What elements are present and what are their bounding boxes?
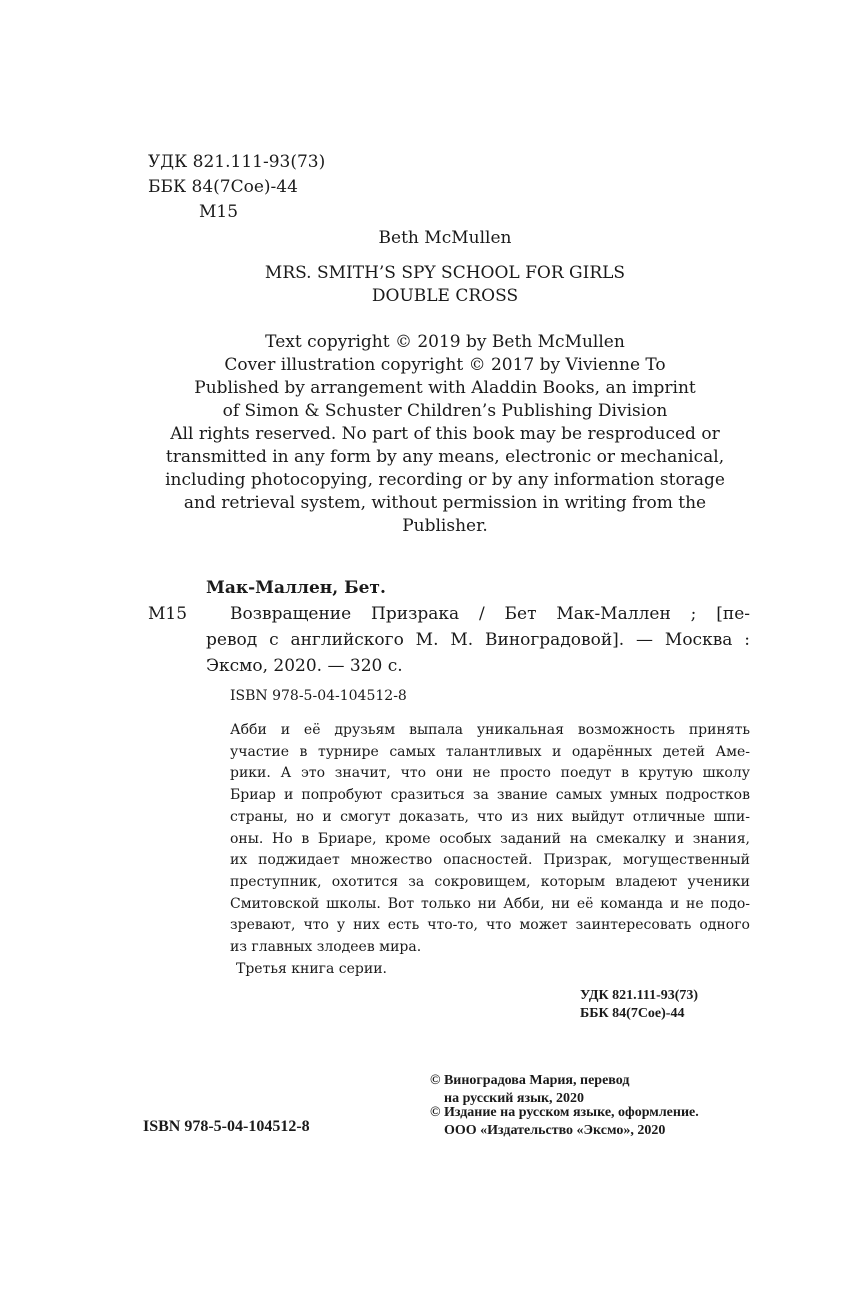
copyright-line: of Simon & Schuster Children’s Publishing Division [222,401,668,421]
annotation-series-note: Третья книга серии. [236,960,387,977]
annotation-line: преступник, охотится за сокровищем, которым владеют ученики [230,873,750,890]
annotation-line: страны, но и смогут доказать, что из них выйдут отличные шпи- [230,808,750,825]
annotation-line: их поджидает множество опасностей. Призрак, могущественный [230,852,750,869]
catalog-sign: М15 [148,604,188,624]
catalog-isbn: ISBN 978-5-04-104512-8 [230,688,407,704]
catalog-line: Эксмо, 2020. — 320 с. [206,656,403,676]
original-title [140,262,750,308]
copyright-line: Publisher. [402,516,488,536]
annotation-line: из главных злодеев мира. [230,939,422,956]
original-title-line: MRS. SMITH’S SPY SCHOOL FOR GIRLS [264,263,626,283]
bottom-bbk-code: ББК 84(7Сое)-44 [580,1006,685,1021]
annotation-line: Абби и её друзьям выпала уникальная возможность принять [230,722,750,738]
annotation-line: участие в турнире самых талантливых и одарённых детей Аме- [230,743,750,760]
copyright-line: All rights reserved. No part of this book may be resproduced or [170,424,720,444]
original-title-line: DOUBLE CROSS [371,286,519,306]
bbk-code: ББК 84(7Сое)-44 [148,177,298,197]
annotation-line: зревают, что у них есть что-то, что может заинтересовать одного [230,917,750,934]
copyright-line: transmitted in any form by any means, electronic or mechanical, [165,447,725,467]
annotation-line: оны. Но в Бриаре, кроме особых заданий на смекалку и знания, [230,830,750,847]
catalog-description [206,601,750,679]
bottom-udk-code: УДК 821.111-93(73) [580,988,699,1003]
annotation-line: рики. А это значит, что они не просто поедут в крутую школу [230,765,750,782]
annotation [230,720,750,980]
copyright-line: Published by arrangement with Aladdin Books, an imprint [194,378,696,398]
copyright-line: and retrieval system, without permission in writing from the [183,493,707,513]
copyright-line: including photocopying, recording or by any information storage [165,470,725,490]
catalog-line: Возвращение Призрака / Бет Мак-Маллен ; [пе- [230,604,750,624]
udk-code: УДК 821.111-93(73) [148,152,326,172]
catalog-line: ревод с английского М. М. Виноградовой]. — Москва : [206,630,750,650]
edition-copyright: © Издание на русском языке, оформление. ООО «Издательство «Эксмо», 2020 [430,1105,699,1138]
catalog-author-heading: Мак-Маллен, Бет. [206,578,386,598]
copyright-line: Cover illustration copyright © 2017 by Vivienne To [224,355,666,375]
annotation-line: Смитовской школы. Вот только ни Абби, ни её команда и не подо- [230,895,750,912]
copyright-notice [140,331,750,538]
footer-isbn: ISBN 978-5-04-104512-8 [143,1118,310,1135]
original-author: Beth McMullen [378,228,512,248]
translation-copyright: © Виноградова Мария, перевод на русский язык, 2020 [430,1073,630,1106]
annotation-line: Бриар и попробуют сразиться за звание самых умных подростков [230,787,750,804]
copyright-line: Text copyright © 2019 by Beth McMullen [265,332,625,352]
author-sign: М15 [199,202,239,222]
